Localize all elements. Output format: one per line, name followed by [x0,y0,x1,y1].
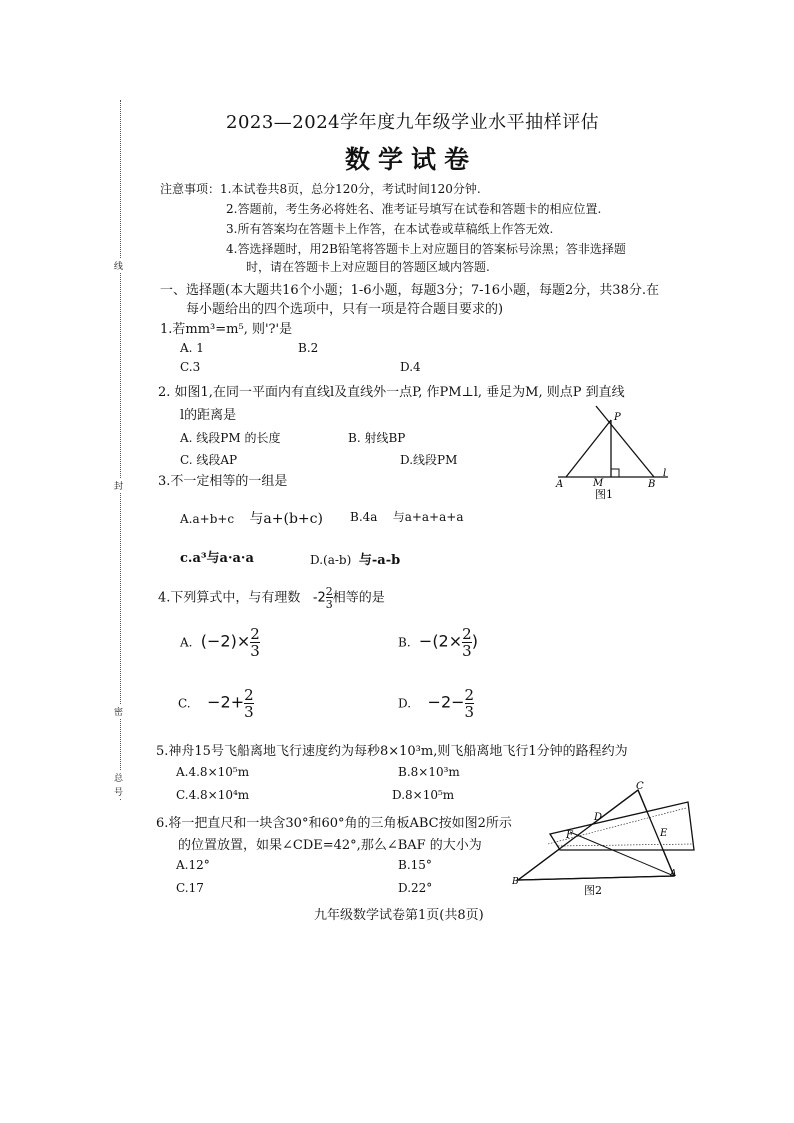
ray-bp [596,406,654,477]
q4-b-expr-open: −(2× [418,631,463,651]
q4-c-expr: −2+ [207,692,245,712]
q1-option-a: A. 1 [180,341,204,355]
right-angle-mark [611,469,619,477]
figure-2-caption: 图2 [584,884,602,897]
section-heading-cont: 每小题给出的四个选项中，只有一项是符合题目要求的) [186,302,504,317]
q2-option-b: B. 射线BP [348,431,406,445]
frac-den: 3 [464,703,475,721]
label-b: B [512,877,519,887]
margin-mark: 总 [114,770,123,785]
figure-2 [510,780,700,898]
label-p: P [614,412,621,423]
note-item: 3.所有答案均在答题卡上作答，在本试卷或草稿纸上作答无效. [226,222,554,236]
q4-stem-tail: 相等的是 [332,590,385,606]
binding-dotted-line [120,100,121,800]
q3-option-d-left: D.(a-b) [310,553,352,567]
q4-b-label: B. [398,635,411,650]
q5-option-d: D.8×10⁵m [392,788,455,802]
q4-option-c [178,688,254,720]
q4-option-d [398,688,474,720]
q4-d-frac [465,688,475,720]
q1-stem: 1.若mm³=m⁵, 则'?'是 [160,322,293,337]
q3-option-b-left: B.4a [350,510,378,524]
q6-stem: 6.将一把直尺和一块含30°和60°角的三角板ABC按如图2所示 [156,816,512,831]
q6-option-c: C.17 [176,881,204,895]
q4-b-expr-close: ) [471,631,478,651]
label-b: B [648,479,656,490]
q3-option-a-left: A.a+b+c [180,512,235,526]
frac-num: 2 [325,585,333,598]
q6-stem-cont: 的位置放置，如果∠CDE=42°,那么∠BAF 的大小为 [178,838,482,853]
label-a: A [670,869,677,879]
q5-option-b: B.8×10³m [398,765,460,779]
margin-mark: 封 [114,478,123,493]
label-d: D [594,812,603,823]
frac-num: 2 [250,625,260,643]
figure-1 [548,404,678,500]
label-a: A [556,479,564,490]
q2-option-c: C. 线段AP [180,453,238,467]
q3-option-d-right: 与-a-b [358,553,401,568]
ruler [550,802,694,850]
notes-label: 注意事项： [160,182,221,196]
q5-stem: 5.神舟15号飞船离地飞行速度约为每秒8×10³m,则飞船离地飞行1分钟的路程约为 [156,744,628,759]
q4-value-lead: -2 [312,590,326,606]
segment-ap [566,420,611,477]
side-ab [518,876,674,880]
q4-stem-text: 4.下列算式中，与有理数 [158,590,301,606]
margin-mark: 密 [114,704,123,719]
q2-option-a: A. 线段PM 的长度 [180,431,281,445]
figure-1-caption: 图1 [595,488,613,500]
q3-option-c: c.a³与a·a·a [180,551,254,566]
frac-num: 2 [244,686,254,704]
frac-num: 2 [464,686,475,704]
q2-stem-cont: l的距离是 [180,408,237,423]
note-item: 1.本试卷共8页，总分120分，考试时间120分钟. [220,182,481,196]
q4-a-expr: (−2)× [200,631,251,651]
q4-c-frac [244,688,254,720]
frac-den: 3 [250,642,260,660]
q4-stem [158,586,385,610]
q5-option-c: C.4.8×10⁴m [176,788,250,802]
note-item: 时，请在答题卡上对应题目的答题区域内答题. [246,260,490,274]
section-heading: 一、选择题(本大题共16个小题；1-6小题，每题3分；7-16小题，每题2分，共38分.在 [160,283,659,298]
q1-option-c: C.3 [180,360,201,374]
exam-title: 2023—2024学年度九年级学业水平抽样评估 [226,112,600,133]
margin-mark: 号 [114,784,123,799]
q4-value-frac [326,586,333,610]
q3-stem: 3.不一定相等的一组是 [158,474,288,489]
frac-den: 3 [244,703,254,721]
q4-d-label: D. [398,696,412,711]
label-f: F [566,830,573,841]
q4-a-label: A. [180,635,193,650]
label-c: C [636,781,644,792]
note-item: 2.答题前，考生务必将姓名、准考证号填写在试卷和答题卡的相应位置. [226,202,602,216]
exam-subtitle: 数学试卷 [345,145,478,174]
frac-num: 2 [462,625,472,643]
q4-b-frac [462,627,472,659]
q2-option-d: D.线段PM [400,453,458,467]
label-l: l [663,468,667,479]
q4-option-a [180,627,260,659]
page-footer: 九年级数学试卷第1页(共8页) [314,908,484,923]
frac-den: 3 [462,642,472,660]
label-e: E [660,828,668,839]
margin-mark: 线 [114,258,123,273]
q4-c-label: C. [178,696,191,711]
label-m: M [593,478,604,489]
q6-option-b: B.15° [398,858,432,872]
q2-stem: 2. 如图1,在同一平面内有直线l及直线外一点P, 作PM⊥l, 垂足为M, 则点P 到直线 [158,385,625,400]
frac-den: 3 [325,598,333,611]
q3-option-a-right: 与a+(b+c) [249,511,323,527]
q1-option-d: D.4 [400,360,421,374]
q1-option-b: B.2 [298,341,319,355]
q4-d-expr: −2− [427,692,465,712]
q5-option-a: A.4.8×10⁵m [176,765,250,779]
note-item: 4.答选择题时，用2B铅笔将答题卡上对应题目的答案标号涂黑；答非选择题 [226,242,626,256]
q6-option-d: D.22° [398,881,433,895]
q3-option-b-right: 与a+a+a+a [392,510,464,524]
q4-a-frac [250,627,260,659]
q4-option-b [398,627,478,659]
q6-option-a: A.12° [176,858,210,872]
